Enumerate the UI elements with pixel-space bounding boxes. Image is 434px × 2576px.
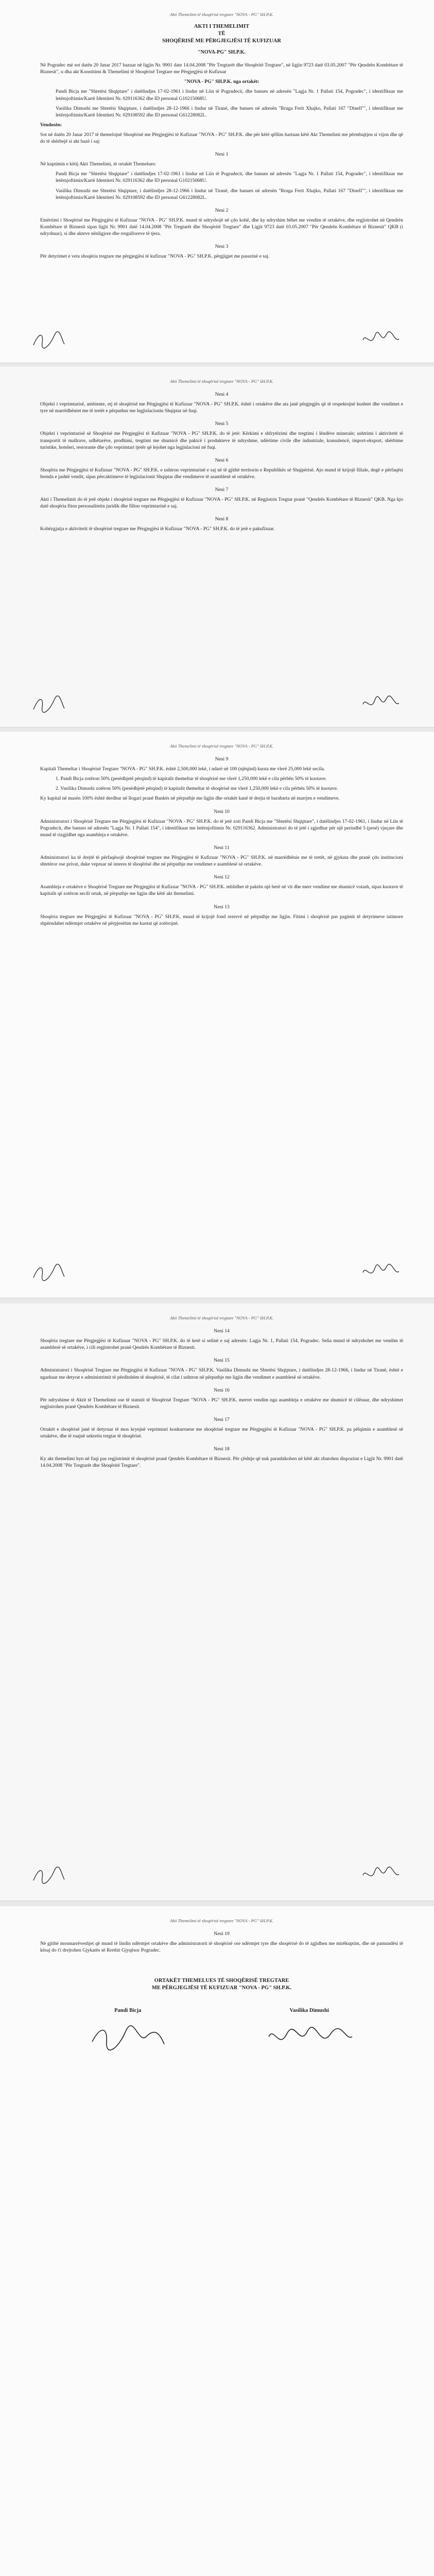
article-label: Neni 15 [214,1358,230,1364]
signature-vasilika-dimushi [360,330,402,350]
article-label: Neni 12 [214,874,230,880]
article-label: Neni 19 [214,1931,230,1937]
article-text: Pandi Bicja me "Shtetësi Shqiptare" i datëlindjes 17-02-1961 i lindur në Liin të Pogradecit, dhe banues në adresën "Lagja Nr. 1 Pallati 154, Pogradec", i identifikuar me letërnjoftimin/Kartë Identiteti Nr. 029116362 dhe ID personal G10215068U. [56,171,403,184]
doc-title-3: SHOQËRISË ME PËRGJEGJËSI TË KUFIZUAR [162,38,281,44]
document-page-1 [0,0,434,363]
page-header: Akti Themelimi të shoqërisë tregtare "NOVA - PG" SH.P.K. [169,12,274,17]
article-label: Neni 8 [215,516,229,522]
signature-pandi-bicja [31,1262,67,1283]
signature-pandi-bicja [31,1865,67,1886]
article-label: Neni 18 [214,1446,230,1452]
article-text: Administratori ka të drejtë të përfaqësojë shoqërinë tregtare me Përgjegjësi të Kufizuar "NOVA - PG" SH.P.K. në marrëdhënie me të tretët, në gjykata dhe pranë çdo institucioni shtetëror ose privat, duke vepruar në interes të shoqërisë dhe në përputhje me vendimet e asamblesë së ortakëve. [40,855,403,868]
article-text: Për ndryshime të Aktit të Themelimit ose të statutit të Shoqërisë Tregtare "NOVA - PG" SH.P.K. merret vendim nga asambleja e ortakëve me shumicë të cilësuar, dhe ndryshimet regjistrohen pranë Qendrës Kombëtare të Biznesit. [40,1397,403,1410]
intro-paragraph: "NOVA - PG" SH.P.K. nga ortakët: [184,79,259,85]
intro-paragraph: Pandi Bicja me "Shtetësi Shqiptare" i datëlindjes 17-02-1961 i lindur në Liin të Pogradecit, dhe banues në adresën "Lagja Nr. 1 Pallati 154, Pogradec", i identifikuar me letërnjoftimin/Kartë Identiteti Nr. 029116362 dhe ID personal G10215068U. [56,89,403,101]
article-label: Neni 14 [214,1328,230,1334]
signature-pandi-bicja [31,330,67,350]
article-text: Akti i Themelimit do të jetë objekt i shoqërisë tregtare me Përgjegjësi të Kufizuar "NOVA - PG" SH.P.K. në Regjistrin Tregtar pranë "Qendrës Kombëtare të Biznesit" QKB. Nga kjo datë shoqëria fiton personalitetin juridik dhe fillon veprimtarinë e saj. [40,497,403,510]
signature-pandi-bicja [31,694,67,715]
article-text: Në gjithë mosmarrëveshjet që mund të lindin ndërmjet ortakëve dhe administratorit të shoqërisë ose ndërmjet tyre dhe shoqërisë do të zgjidhen me mirëkuptim, dhe në pamundësi të kësaj do t'i drejtohen Gjykatës së Rrethit Gjyqësor Pogradec. [40,1941,403,1954]
article-label: Neni 11 [214,844,230,851]
article-label: Neni 17 [214,1416,230,1422]
article-label: Neni 6 [215,457,229,463]
document-page-2 [0,367,434,727]
signature-vasilika-dimushi [360,1865,402,1886]
doc-title-2: TË [218,31,225,37]
article-text: Shoqëria tregtare me Përgjegjësi të Kufizuar "NOVA - PG" SH.P.K. do të ketë si selinë e saj adresën: Lagja Nr. 1, Pallati 154, Pogradec. Selia mund të ndryshohet me vendim të asamblesë së ortakëve, i cili regjistrohet pranë Qendrës Kombëtare të Biznesit. [40,1338,403,1351]
article-text: Ortakët e shoqërisë janë të detyruar të mos kryejnë veprimtari konkurruese me shoqërinë tregtare me Përgjegjësi të Kufizuar "NOVA - PG" SH.P.K. pa pëlqimin e asamblesë së ortakëve, dhe të ruajnë sekretin tregtar të shoqërisë. [40,1427,403,1439]
intro-paragraph: Në Pogradec më sot datën 20 Janar 2017 bazuar në ligjin Nr. 9901 date 14.04.2008 "Për Tregtarët dhe Shoqëritë Tregtare", në ligjin 9723 datë 03.05.2007 "Për Qendrën Kombëtare të Biznesit", u dha akt Konstitimi & Themelimi të Shoqërisë Tregtare me Përgjegjësi të Kufizuar [40,62,403,75]
doc-title: AKTI I THEMELIMIT [194,24,250,30]
article-text: Administratori i Shoqërisë Tregtare me Përgjegjësi të Kufizuar "NOVA - PG" SH.P.K. Vasilika Dimushi me Shtetësi Shqiptare, i datëlindjes 28-12-1966, i lindur në Tiranë, është e ngarkuar me detyrat e administrimit të përditshëm të shoqërisë, të cilat i ushtron në përputhje me ligjin dhe vendimet e asamblesë së ortakëve. [40,1367,403,1380]
intro-paragraph: Vasilika Dimushi me Shtetësi Shqiptare, i datëlindjes 28-12-1966 i lindur në Tiranë, dhe banues në adresën "Rruga Ferit Xhajko, Pallati 167 "Dinell"", i identifikuar me letërnjoftimin/Kartë Identiteti Nr. 029108592 dhe ID personal G61228082L. [56,105,403,118]
signature-vasilika-dimushi [360,694,402,715]
article-text: Kapitali Themeltar i Shoqërisë Tregtare "NOVA - PG" SH.P.K. është 2,500,000 lekë, i ndarë në 100 (njëqind) kuota me vlerë 25,000 lekë secila. [40,766,325,772]
signature-vasilika-dimushi [264,2021,356,2057]
article-text: Objekti i veprimtarisë, ambiente, etj të shoqërisë me Përgjegjësi të Kufizuar "NOVA - PG" SH.P.K. është i ortakëve dhe ata janë përgjegjës që të respektojnë kushtet dhe vendimet e tyre në marrëdhëniet me të tretët e përputhur me legjislacionin Shqiptar në fuqi. [40,401,403,414]
article-text: Shoqëria tregtare me Përgjegjësi të Kufizuar "NOVA - PG" SH.P.K. mund të krijojë fond rezervë në përputhje me ligjin. Fitimi i shoqërisë pas pagimit të detyrimeve tatimore shpërndahet ndërmjet ortakëve në përpjesëtim me kuotat që zotërojnë. [40,913,403,926]
article-text: Kohëzgjatja e aktivitetit të shoqërisë tregtare me Përgjegjësi të Kufizuar "NOVA - PG" SH.P.K. do të jetë e pakufizuar. [40,526,275,532]
intro-paragraph: Sot në datën 20 Janar 2017 të themelojnë Shoqërinë me Përgjegjësi të Kufizuar "NOVA - PG" SH.P.K. dhe për këtë qëllim hartuan këtë Akt Themelimi me përmbajtjen si vijon dhe që do të shërbejë si akt bazë i saj: [40,131,403,145]
document-page-4 [0,1303,434,1901]
page-header: Akti Themelimi të shoqërisë tregtare "NOVA - PG" SH.P.K. [169,1918,274,1923]
document-page-5 [0,1906,434,2576]
signers-row [40,2007,403,2014]
article-text: Shoqëria me Përgjegjësi të Kufizuar "NOVA - PG" SH.P.K. e ushtron veprimtarinë e saj në të gjithë territorin e Republikës së Shqipërisë. Ajo mund të krijojë filiale, degë e përfaqësi brenda e jashtë vendit, sipas përcaktimeve të legjislacionit Shqiptar dhe vendimeve të asamblesë së ortakëve. [40,467,403,480]
article-text: Ky akt themelimi hyn në fuqi pas regjistrimit të shoqërisë pranë Qendrës Kombëtare të Biznesit. Për çështje që nuk parashikohen në këtë akt zbatohen dispozitat e Ligjit Nr. 9901 datë 14.04.2008 "Për Tregtarët dhe Shoqëritë Tregtare". [40,1456,403,1469]
page-header: Akti Themelimi të shoqërisë tregtare "NOVA - PG" SH.P.K. [169,743,274,749]
page-header: Akti Themelimi të shoqërisë tregtare "NOVA - PG" SH.P.K. [169,1315,274,1320]
article-text: Në kuptimin e këtij Akti Themelimi, të ortakët Themelues: [40,161,157,167]
article-label: Neni 13 [214,904,230,910]
document-page-3 [0,732,434,1298]
article-text: 2. Vasilika Dimushi zotëron 50% (pesëdhjetë përqind) të kapitalit themeltar të shoqërisë me vlerë 1,250,000 lekë e cila përbën 50% të kuotave. [56,786,338,792]
article-text: Ky kapital në masën 100% është derdhur në llogari pranë Bankës në përputhje me ligjin dhe ortakët kanë të drejta të barabarta në marrjen e vendimeve. [40,795,340,802]
article-text: Vasilika Dimushi me Shtetësi Shqiptare, i datëlindjes 28-12-1966 i lindur në Tiranë, dhe banues në adresën "Rruga Ferit Xhajko, Pallati 167 "Dinell"", i identifikuar me letërnjoftimin/Kartë Identiteti Nr. 029108592 dhe ID personal G61228082L. [56,188,403,200]
article-label: Neni 2 [215,207,229,213]
company-name: "NOVA-PG" SH.P.K. [198,49,246,56]
signature-pandi-bicja [87,2021,169,2057]
article-label: Neni 7 [215,487,229,493]
article-label: Neni 3 [215,244,229,250]
signer-name-1: Pandi Bicja [114,2008,142,2014]
article-label: Neni 9 [215,756,229,762]
article-text: Asambleja e ortakëve e Shoqërisë Tregtare me Përgjegjësi të Kufizuar "NOVA - PG" SH.P.K. mblidhet të paktën një herë në vit dhe merr vendime me shumicë votash, sipas kuotave të kapitalit që zotëron secili ortak, në përputhje me ligjin dhe këtë akt themelimi. [40,884,403,897]
signature-vasilika-dimushi [360,1262,402,1283]
article-text: Për detyrimet e veta shoqëria tregtare me përgjegjësi të kufizuar "NOVA - PG" SH.P.K. përgjigjet me pasurinë e saj. [40,253,270,260]
article-label: Neni 10 [214,808,230,815]
article-text: Objekti i veprimtarisë së Shoqërisë me Përgjegjësi të Kufizuar "NOVA - PG" SH.P.K. do të jetë: Kërkimi e shfrytëzimi dhe tregtimi i lëndëve minerale; ushtrimi i aktivitetit të transportit të mallrave, udhëtarëve, prodhimi, tregtimi me shumicë dhe pakicë i produkteve të ndryshme, ndërtime civile dhe industriale, konsulencë, import-eksport, shërbime turistike, hoteleri, restorante dhe çdo veprimtari tjetër që lejohet nga legjislacioni në fuqi. [40,431,403,450]
intro-paragraph: Vendosën: [40,122,62,128]
article-label: Neni 4 [215,392,229,398]
signer-name-2: Vasilika Dimushi [289,2008,329,2014]
article-text: 1. Pandi Bicja zotëron 50% (pesëdhjetë përqind) të kapitalit themeltar të shoqërisë me vlerë 1,250,000 lekë e cila përbën 50% të kuotave. [56,776,327,782]
signatures-row [40,2021,403,2057]
article-label: Neni 16 [214,1387,230,1393]
article-label: Neni 5 [215,421,229,427]
article-label: Neni 1 [215,151,229,158]
article-text: Administratori i Shoqërisë Tregtare me Përgjegjësi të Kufizuar "NOVA - PG" SH.P.K. do të jetë zoti Pandi Bicja me "Shtetësi Shqiptare", i datëlindjes 17-02-1961, i lindur në Liin të Pogradecit, dhe banues në adresën "Lagja Nr. 1 Pallati 154", i identifikuar me letërnjoftimin Nr. 029116362. Administratori do të jetë i zgjedhur për një periudhë 5 (pesë) vjeçare dhe mund të rizgjidhet nga asambleja e ortakëve. [40,818,403,838]
page-header: Akti Themelimi të shoqërisë tregtare "NOVA - PG" SH.P.K. [169,379,274,384]
footer-title-2: ME PËRGJEGJËSI TË KUFIZUAR "NOVA - PG" SH.P.K. [151,1985,292,1991]
article-text: Emërtimi i Shoqërisë me Përgjegjësi të Kufizuar "NOVA - PG" SH.P.K. mund të ndryshojë në çdo kohë, dhe ky ndryshim bëhet me vendim të ortakëve, dhe regjistrohet në Qendrën Kombëtare të Biznesit sipas ligjit Nr. 9901 datë 14.04.2008 "Për Tregtarët dhe Shoqëritë Tregtare" dhe Ligjit 9723 datë 03.05.2007 "Për Qendrën Kombëtare të Biznesit" QKB (i ndryshuar), si dhe akteve nënligjore dhe rregulloreve të tjera. [40,217,403,236]
footer-title: ORTAKËT THEMELUES TË SHOQËRISË TREGTARE [154,1978,289,1984]
